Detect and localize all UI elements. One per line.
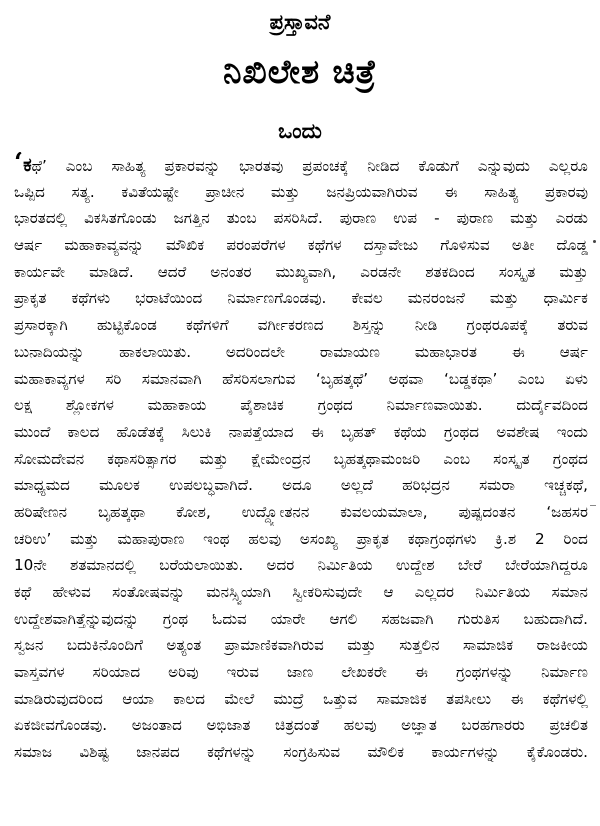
body-line: ವಾಸ್ತವಗಳ ಸರಿಯಾದ ಅರಿವು ಇರುವ ಜಾಣ ಲೇಖಕರೇ ಈ ಗ್ರಂಥಗಳನ್ನು ನಿರ್ಮಾಣ: [14, 663, 588, 682]
body-line: ಉದ್ದೇಶವಾಗಿತ್ತೆನ್ನುವುದನ್ನು ಗ್ರಂಥ ಓದುವ ಯಾರೇ ಆಗಲಿ ಸಹಜವಾಗಿ ಗುರುತಿಸ ಬಹುದಾಗಿದೆ.: [14, 609, 588, 628]
body-line: ಒಪ್ಪಿದ ಸತ್ಯ. ಕವಿತೆಯಷ್ಟೇ ಪ್ರಾಚೀನ ಮತ್ತು ಜನಪ್ರಿಯವಾಗಿರುವ ಈ ಸಾಹಿತ್ಯ ಪ್ರಕಾರವು: [14, 182, 588, 201]
body-line: ಏಕಜೀವಗೊಂಡವು. ಅಜಂತಾದ ಅಭಿಜಾತ ಚಿತ್ರದಂತೆ ಹಲವು ಅಜ್ಞಾತ ಬರಹಗಾರರು ಪ್ರಚಲಿತ: [14, 716, 588, 735]
body-line: ಸಮಾಜ ವಿಶಿಷ್ಟ ಜಾನಪದ ಕಥೆಗಳನ್ನು ಸಂಗ್ರಹಿಸುವ ಮೌಲಿಕ ಕಾರ್ಯಗಳನ್ನು ಕೈಕೊಂಡರು.: [14, 743, 588, 762]
body-line: ಸೋಮದೇವನ ಕಥಾಸರಿತ್ಸಾಗರ ಮತ್ತು ಕ್ಷೇಮೇಂದ್ರನ ಬೃಹತ್ಕಥಾಮಂಜರಿ ಎಂಬ ಸಂಸ್ಕೃತ ಗ್ರಂಥದ: [14, 449, 588, 468]
body-line: 10ನೇ ಶತಮಾನದಲ್ಲಿ ಬರೆಯಲಾಯಿತು. ಅದರ ನಿರ್ಮಿತಿಯ ಉದ್ದೇಶ ಬೇರೆ ಬೇರೆಯಾಗಿದ್ದರೂ: [14, 556, 588, 575]
author-title: ನಿಖಿಲೇಶ ಚಿತ್ರೆ: [223, 52, 377, 91]
opening-letter: ಕ: [23, 154, 32, 176]
body-line-text: ಥೆ’ ಎಂಬ ಸಾಹಿತ್ಯ ಪ್ರಕಾರವನ್ನು ಭಾರತವು ಪ್ರಪಂಚಕ್ಕೆ ನೀಡಿದ ಕೊಡುಗೆ ಎನ್ನುವುದು ಎಲ್ಲರೂ: [31, 157, 588, 175]
body-line: ಮಾಧ್ಯಮದ ಮೂಲಕ ಉಪಲಬ್ಧವಾಗಿದೆ. ಅದೂ ಅಲ್ಲದೆ ಹರಿಭದ್ರನ ಸಮರಾ ಇಚ್ಚಕಥೆ,: [14, 476, 588, 495]
margin-dot: [593, 240, 596, 243]
body-line: ಬುನಾದಿಯನ್ನು ಹಾಕಲಾಯಿತು. ಅದರಿಂದಲೇ ರಾಮಾಯಣ ಮಹಾಭಾರತ ಈ ಆರ್ಷ: [14, 342, 588, 361]
opening-quote: ‘: [14, 152, 24, 178]
body-line: ಕಾರ್ಯವೇ ಮಾಡಿದೆ. ಆದರೆ ಅನಂತರ ಮುಖ್ಯವಾಗಿ, ಎರಡನೇ ಶತಕದಿಂದ ಸಂಸ್ಕೃತ ಮತ್ತು: [14, 262, 588, 281]
body-line: ಲಕ್ಷ ಶ್ಲೋಕಗಳ ಮಹಾಕಾಯ ಪೈಶಾಚಿಕ ಗ್ರಂಥದ ನಿರ್ಮಾಣವಾಯಿತು. ದುರ್ದೈವದಿಂದ: [14, 396, 588, 415]
body-line: ಭಾರತದಲ್ಲಿ ವಿಕಸಿತಗೊಂಡು ಜಗತ್ತಿನ ತುಂಬ ಪಸರಿಸಿದೆ. ಪುರಾಣ ಉಪ - ಪುರಾಣ ಮತ್ತು ಎರಡು: [14, 209, 588, 228]
body-line: ಸ್ವಜನ ಬದುಕಿನೊಂದಿಗೆ ಅತ್ಯಂತ ಪ್ರಾಮಾಣಿಕವಾಗಿರುವ ಮತ್ತು ಸುತ್ತಲಿನ ಸಾಮಾಜಿಕ ರಾಜಕೀಯ: [14, 636, 588, 655]
body-line: ಮಾಡಿರುವುದರಿಂದ ಆಯಾ ಕಾಲದ ಮೇಲೆ ಮುದ್ರೆ ಒತ್ತುವ ಸಾಮಾಜಿಕ ತಪಸೀಲು ಈ ಕಥೆಗಳಲ್ಲಿ: [14, 689, 588, 708]
body-line: ಕಥೆ ಹೇಳುವ ಸಂತೋಷವನ್ನು ಮನಸ್ಸ್ವಿಯಾಗಿ ಸ್ವೀಕರಿಸುವುದೇ ಆ ಎಲ್ಲದರ ನಿರ್ಮಿತಿಯ ಸಮಾನ: [14, 583, 588, 601]
body-line: ಆರ್ಷ ಮಹಾಕಾವ್ಯವನ್ನು ಮೌಖಿಕ ಪರಂಪರೆಗಳ ಕಥೆಗಳ ದಸ್ತಾವೇಜು ಗೊಳಿಸುವ ಅತೀ ದೊಡ್ಡ: [14, 236, 588, 255]
body-line: ಪ್ರಸಾರಕ್ಕಾಗಿ ಹುಟ್ಟಿಕೊಂಡ ಕಥೆಗಳಿಗೆ ವರ್ಗೀಕರಣದ ಶಿಸ್ತನ್ನು ನೀಡಿ ಗ್ರಂಥರೂಪಕ್ಕೆ ತರುವ: [14, 316, 588, 335]
body-line: ಮುಂದೆ ಕಾಲದ ಹೊಡೆತಕ್ಕೆ ಸಿಲುಕಿ ನಾಪತ್ತೆಯಾದ ಈ ಬೃಹತ್ ಕಥೆಯ ಗ್ರಂಥದ ಅವಶೇಷ ಇಂದು: [14, 422, 588, 441]
body-line: ಹರಿಷೇಣನ ಬೃಹತ್ಕಥಾ ಕೋಶ, ಉದ್ದ್ಯೋತನನ ಕುವಲಯಮಾಲಾ, ಪುಷ್ಪದಂತನ ‘ಜಹಸರ: [14, 502, 588, 521]
margin-tick: [590, 505, 596, 506]
body-text: [14, 152, 588, 766]
section-heading: ಒಂದು: [278, 119, 322, 143]
body-line: ಮಹಾಕಾವ್ಯಗಳ ಸರಿ ಸಮಾನವಾಗಿ ಹೆಸರಿಸಲಾಗುವ ‘ಬೃಹತ್ಕಥೆ’ ಅಥವಾ ‘ಬಡ್ಡಕಥಾ’ ಎಂಬ ಏಳು: [14, 369, 588, 388]
body-line: ಪ್ರಾಕೃತ ಕಥೆಗಳು ಭರಾಟೆಯಿಂದ ನಿರ್ಮಾಣಗೊಂಡವು. ಕೇವಲ ಮನರಂಜನೆ ಮತ್ತು ಧಾರ್ಮಿಕ: [14, 289, 588, 308]
body-line: [14, 152, 588, 179]
body-line: ಚರಿಉ’ ಮತ್ತು ಮಹಾಪುರಾಣ ಇಂಥ ಹಲವು ಅಸಂಖ್ಯ ಪ್ರಾಕೃತ ಕಥಾಗ್ರಂಥಗಳು ಕ್ರಿ.ಶ 2 ರಿಂದ: [14, 529, 588, 548]
preface-label: ಪ್ರಸ್ತಾವನೆ: [269, 10, 331, 34]
